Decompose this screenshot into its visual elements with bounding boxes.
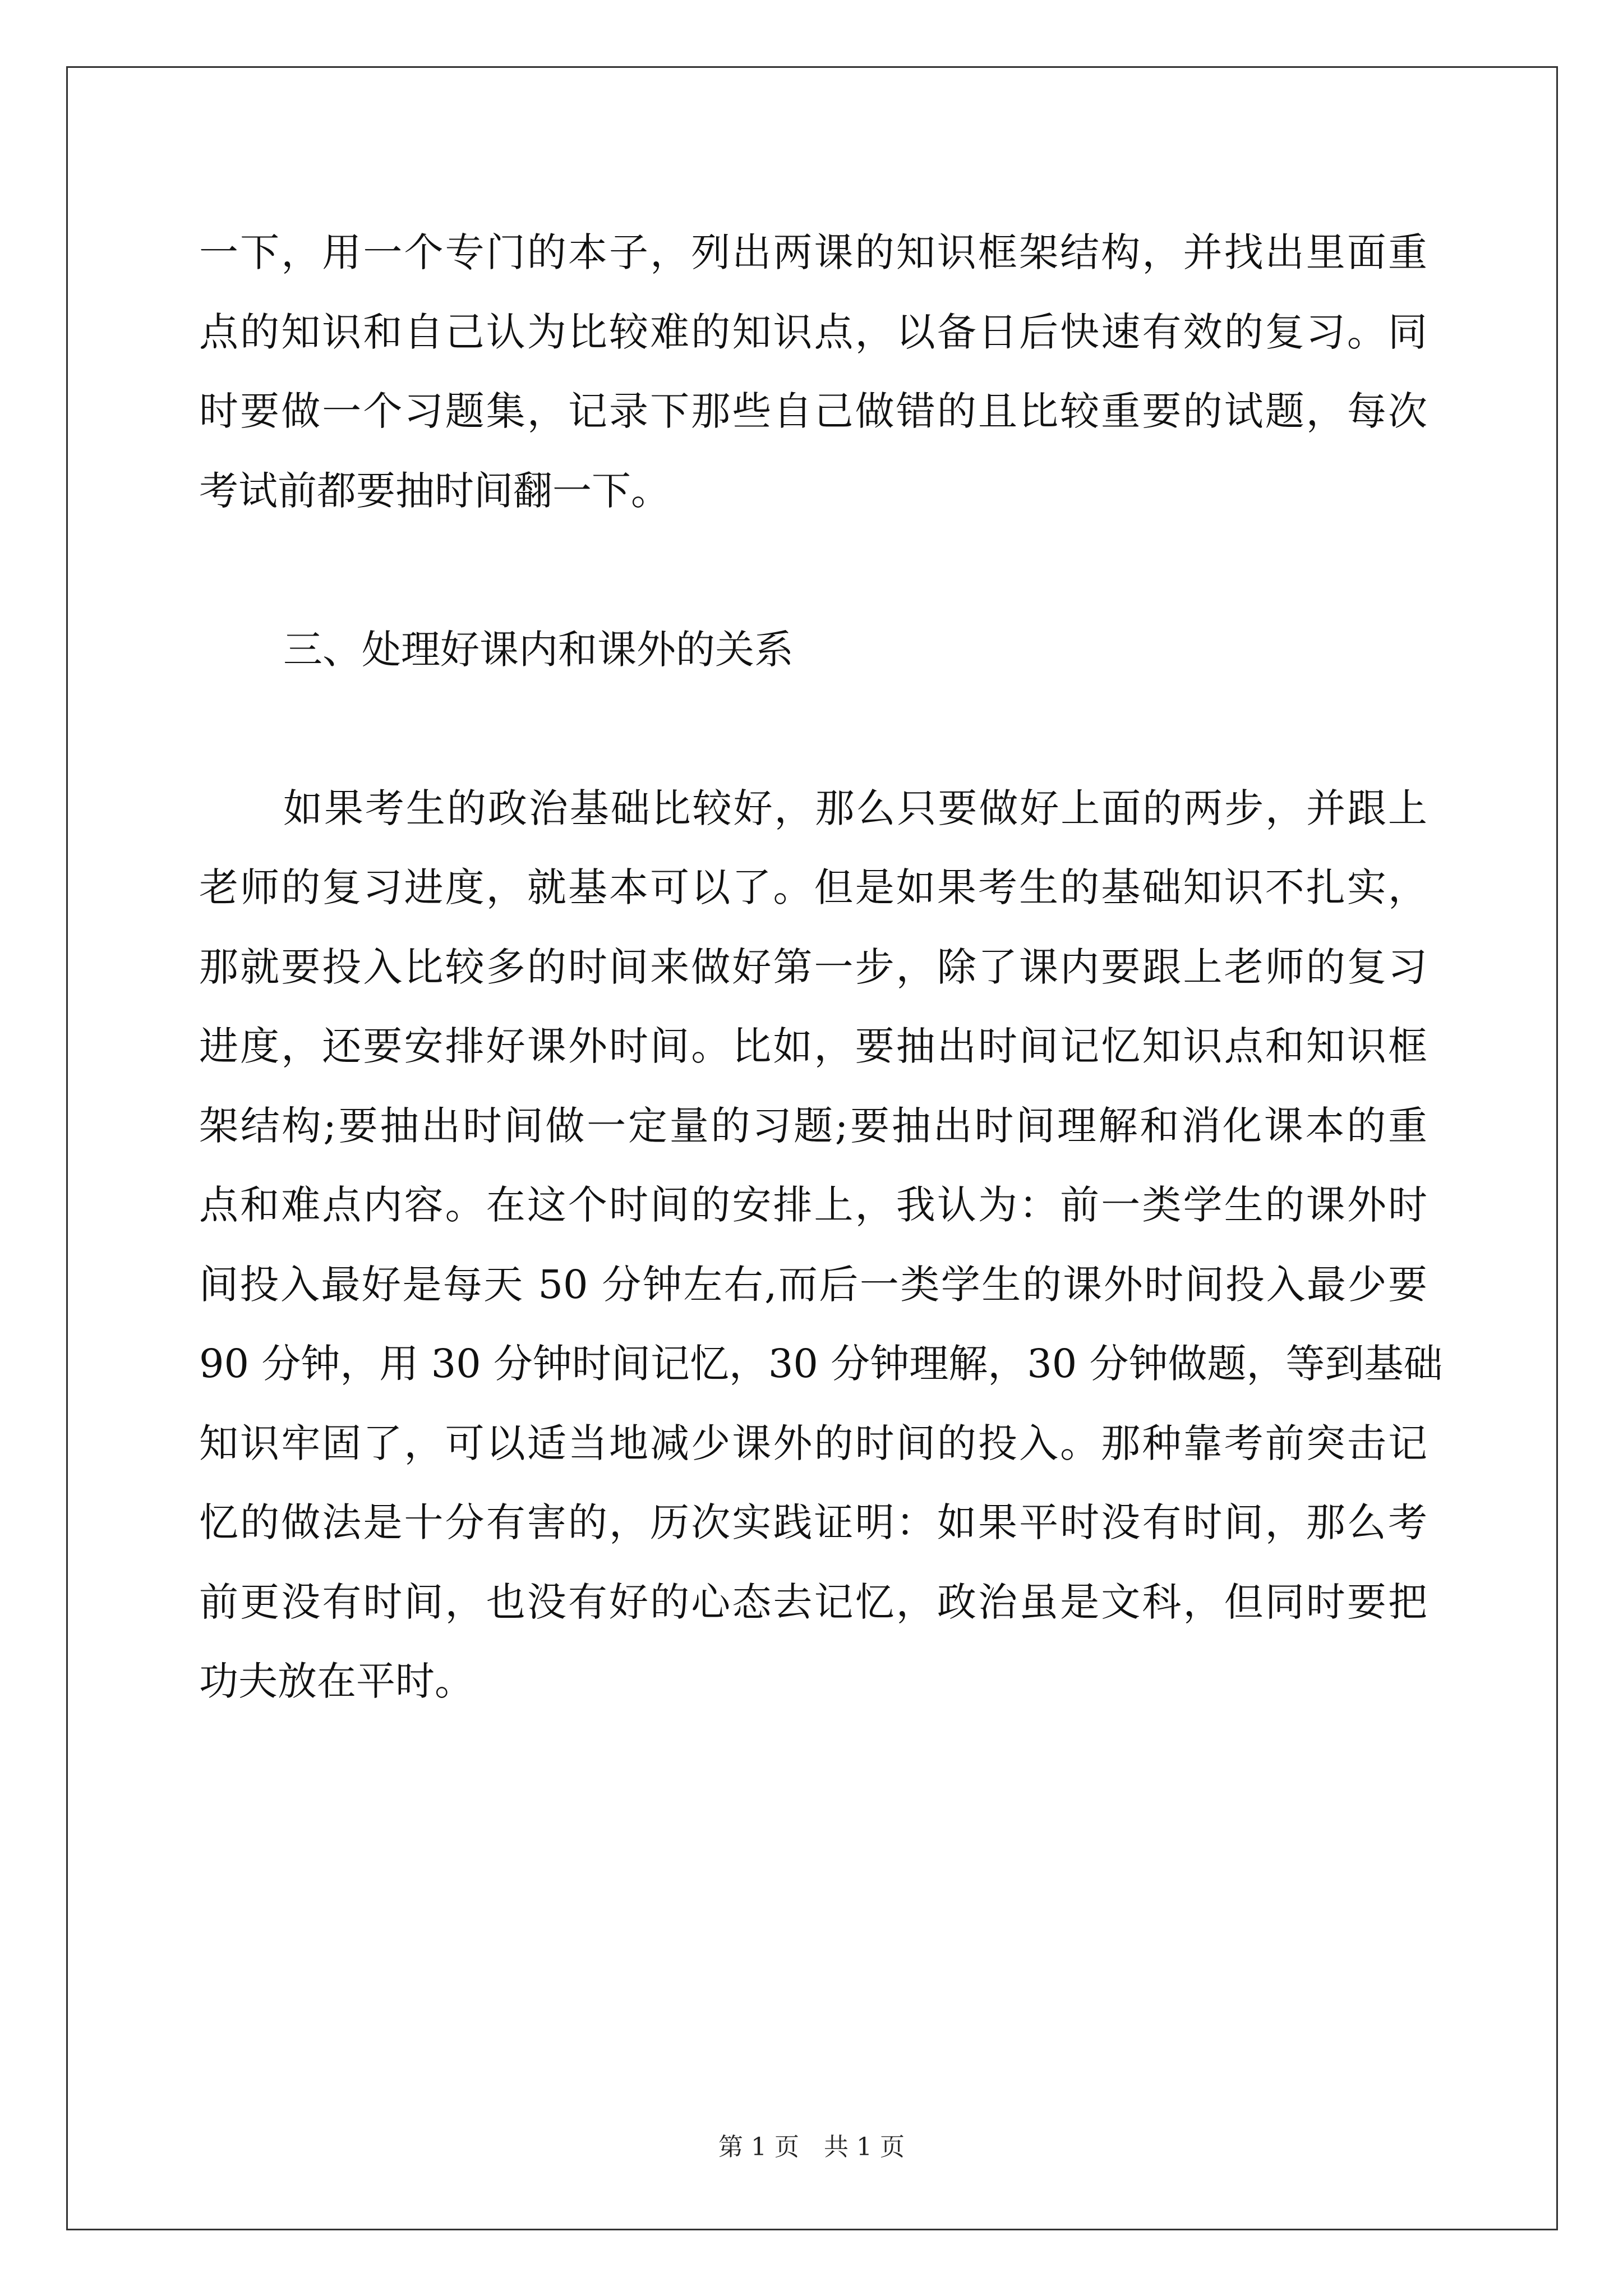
text-line: 一下，用一个专门的本子，列出两课的知识框架结构，并找出里面重 [199, 229, 1427, 275]
text-line: 进度，还要安排好课外时间。比如，要抽出时间记忆知识点和知识框 [199, 1023, 1427, 1069]
text-line: 90 分钟，用 30 分钟时间记忆，30 分钟理解，30 分钟做题，等到基础 [199, 1341, 1443, 1387]
text-line: 考试前都要抽时间翻一下。 [199, 467, 670, 514]
text-line: 老师的复习进度，就基本可以了。但是如果考生的基础知识不扎实， [199, 864, 1427, 910]
text-line: 架结构;要抽出时间做一定量的习题;要抽出时间理解和消化课本的重 [199, 1102, 1427, 1149]
document-body [199, 213, 1443, 1722]
paragraph-gap [199, 689, 1427, 769]
text-line: 前更没有时间，也没有好的心态去记忆，政治虽是文科，但同时要把 [199, 1579, 1427, 1625]
text-line: 间投入最好是每天 50 分钟左右,而后一类学生的课外时间投入最少要 [199, 1261, 1427, 1308]
text-line: 知识牢固了，可以适当地减少课外的时间的投入。那种靠考前突击记 [199, 1420, 1427, 1466]
text-line: 那就要投入比较多的时间来做好第一步，除了课内要跟上老师的复习 [199, 944, 1427, 990]
text-line: 点的知识和自己认为比较难的知识点，以备日后快速有效的复习。同 [199, 309, 1427, 355]
text-line: 时要做一个习题集，记录下那些自己做错的且比较重要的试题，每次 [199, 388, 1427, 434]
text-line: 功夫放在平时。 [199, 1658, 474, 1704]
section-heading: 三、处理好课内和课外的关系 [283, 626, 794, 673]
text-line: 忆的做法是十分有害的，历次实践证明：如果平时没有时间，那么考 [199, 1499, 1427, 1545]
text-line: 如果考生的政治基础比较好，那么只要做好上面的两步，并跟上 [283, 785, 1427, 831]
page-footer: 第 1 页 共 1 页 [718, 2133, 905, 2161]
text-line: 点和难点内容。在这个时间的安排上，我认为：前一类学生的课外时 [199, 1182, 1427, 1228]
paragraph-gap [199, 531, 1427, 610]
